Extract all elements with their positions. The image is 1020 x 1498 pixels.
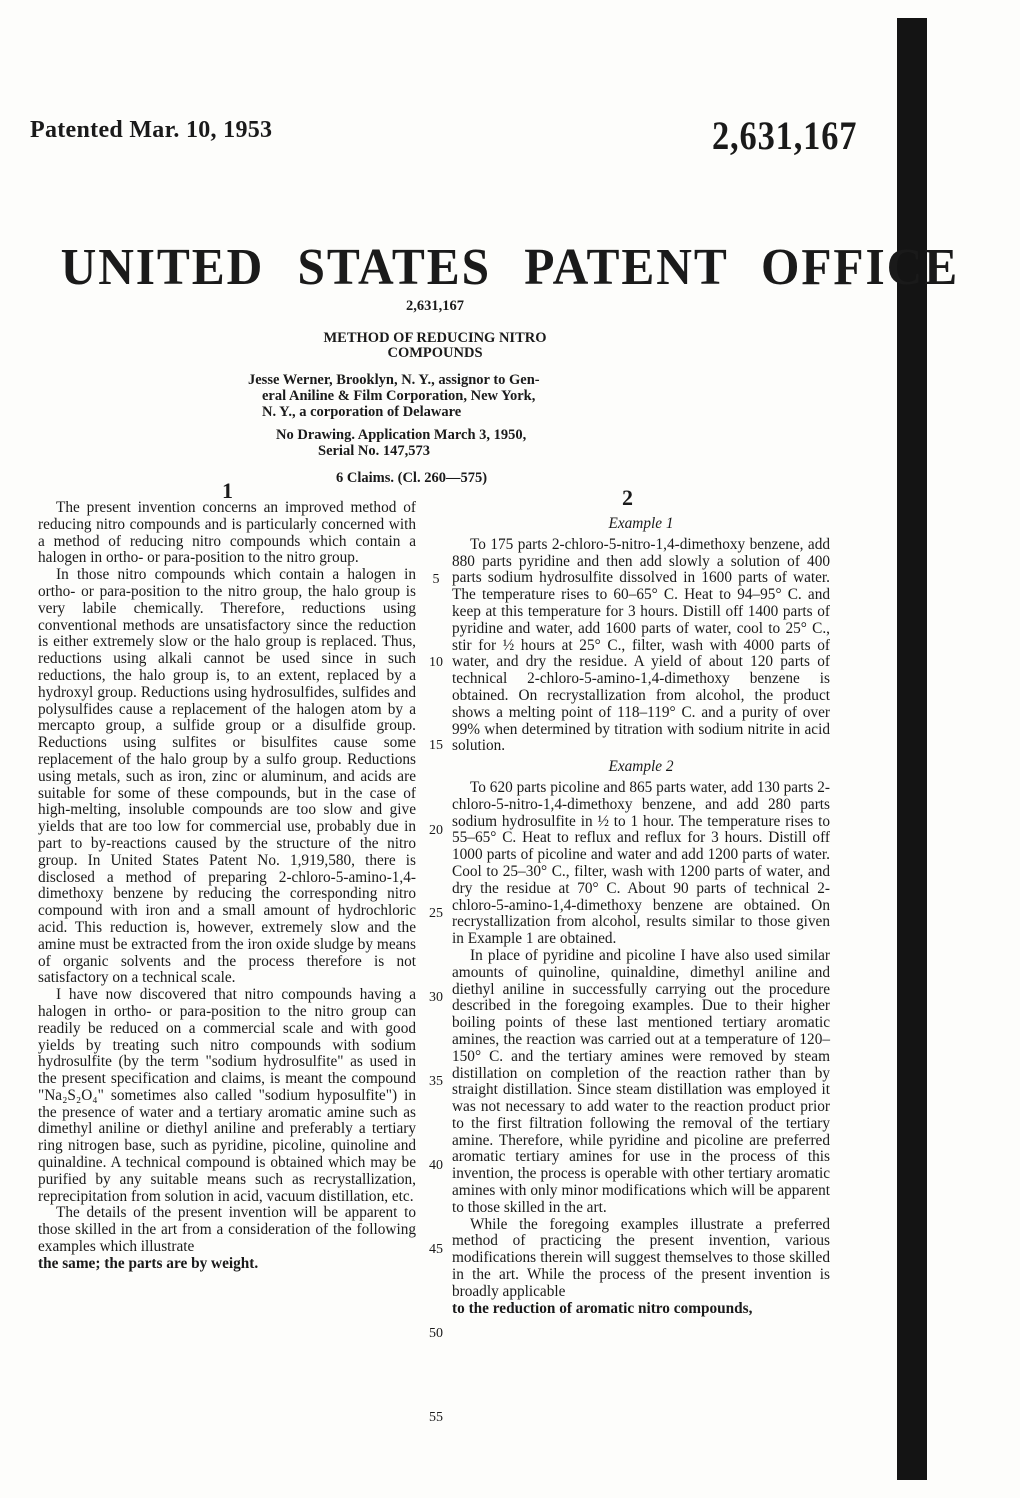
- left-paragraph-1: The present invention concerns an improved method of reducing nitro compounds and is particularly concerned with a method of reducing nitro compounds which contain a halogen in ortho- or para-position to the nitro group.: [38, 499, 416, 567]
- line-number: 40: [429, 1158, 443, 1173]
- application-line1: No Drawing. Application March 3, 1950,: [276, 427, 527, 443]
- line-number: 10: [429, 655, 443, 670]
- line-number: 55: [429, 1410, 443, 1425]
- right-paragraph-4-end: to the reduction of aromatic nitro compounds,: [452, 1299, 753, 1317]
- left-column: [38, 500, 416, 1273]
- left-paragraph-4: The details of the present invention will be apparent to those skilled in the art from a consideration of the following examples which illustrate: [38, 1204, 416, 1256]
- patented-date: Patented Mar. 10, 1953: [30, 117, 273, 143]
- example-1-heading: Example 1: [608, 515, 674, 532]
- inventor-line1: Jesse Werner, Brooklyn, N. Y., assignor to Gen-: [248, 372, 540, 388]
- front-number: 2,631,167: [406, 298, 464, 314]
- right-paragraph-4: While the foregoing examples illustrate a preferred method of practicing the present invention, various modifications therein will suggest themselves to those skilled in the art. While the process of the present invention is broadly applicable: [452, 1215, 830, 1300]
- right-paragraph-3: In place of pyridine and picoline I have also used similar amounts of quinoline, quinaldine, dimethyl aniline and diethyl aniline in successfully carrying out the procedure described in the foregoing examples. Due to their higher boiling points of these last mentioned tertiary aromatic amines, the reaction was carried out at a temperature of 120–150° C. and the tertiary amines were removed by steam distillation on completion of the reaction rather than by straight distillation. Since steam distillation was employed it was not necessary to add water to the reaction product prior to the first filtration following the removal of the tertiary amine. Therefore, while pyridine and picoline are preferred aromatic tertiary amines for use in the process of this invention, the process is operable with other tertiary aromatic amines with only minor modifications which will be apparent to those skilled in the art.: [452, 946, 830, 1216]
- line-number: 35: [429, 1074, 443, 1089]
- line-number: 20: [429, 823, 443, 838]
- right-column: [452, 512, 830, 1317]
- example-2-heading: Example 2: [608, 758, 674, 776]
- inventor-line2: eral Aniline & Film Corporation, New York,: [262, 388, 536, 404]
- title-line1: METHOD OF REDUCING NITRO: [323, 330, 547, 346]
- title-line2: COMPOUNDS: [387, 345, 483, 361]
- example-1-text: To 175 parts 2-chloro-5-nitro-1,4-dimethoxy benzene, add 880 parts pyridine and then add slowly a solution of 400 parts sodium hydrosulfite dissolved in 1600 parts of water. The temperature rises to 60–65° C. Heat to 94–95° C. and keep at this temperature for 3 hours. Distill off 1400 parts of pyridine and water, add 1600 parts of water, cool to 25° C., stir for ½ hours at 25° C., filter, wash with 4000 parts of water, and dry the residue. A yield of about 120 parts of technical 2-chloro-5-amino-1,4-dimethoxy benzene is obtained. On recrystallization from alcohol, the product shows a melting point of 118–119° C. and a purity of over 99% when determined by titration with sodium nitrite in acid solution.: [452, 535, 830, 755]
- application-line2: Serial No. 147,573: [318, 443, 430, 459]
- claims-line: 6 Claims. (Cl. 260—575): [336, 470, 488, 486]
- line-number: 45: [429, 1242, 443, 1257]
- office-title: UNITED STATES PATENT OFFICE: [60, 239, 960, 296]
- line-number: 15: [429, 738, 443, 753]
- column-number-left: 1: [222, 478, 233, 503]
- line-number: 25: [429, 906, 443, 921]
- example-2-text: To 620 parts picoline and 865 parts water, add 130 parts 2-chloro-5-nitro-1,4-dimethoxy benzene, and add 280 parts sodium hydrosulfite in ½ to 1 hour. The temperature rises to 55–65° C. Heat to reflux and reflux for 3 hours. Distill off 1000 parts of picoline and water and add 1200 parts of water. Cool to 25–30° C., filter, wash with 1200 parts of water, and dry the residue at 70° C. About 90 parts of technical 2-chloro-5-amino-1,4-dimethoxy benzene are obtained. On recrystallization from alcohol, results similar to those given in Example 1 are obtained.: [452, 778, 830, 948]
- left-paragraph-2: In those nitro compounds which contain a halogen in ortho- or para-position to the nitro group, the halo group is very labile chemically. Therefore, reductions using conventional methods are unsatisfactory since the reduction is either extremely slow or the halo group is replaced. Thus, reductions using alkali cannot be used since in such reductions, the halo group is, to an extent, replaced by a hydroxyl group. Reductions using hydrosulfides, sulfides and polysulfides cause a replacement of the halogen atom by a mercapto group, a sulfide group or a disulfide group. Reductions using sulfites or bisulfites cause some replacement of the halo group by a sulfo group. Reductions using metals, such as iron, zinc or aluminum, and acids are suitable for some of these compounds, but in the case of high-melting, insoluble compounds are too slow and give yields that are too low for commercial use, probably due in part to by-reactions caused by the structure of the nitro group. In United States Patent No. 1,919,580, there is disclosed a method of preparing 2-chloro-5-amino-1,4-dimethoxy benzene by reducing the corresponding nitro compound with iron and a small amount of hydrochloric acid. This reduction is, however, extremely slow and the amine must be extracted from the iron oxide sludge by means of organic solvents and the process therefore is not satisfactory on a technical scale.: [38, 566, 416, 987]
- patent-number: 2,631,167: [712, 113, 858, 158]
- inventor-line3: N. Y., a corporation of Delaware: [262, 404, 462, 420]
- column-number-right: 2: [622, 485, 633, 510]
- left-paragraph-4-end: the same; the parts are by weight.: [38, 1254, 259, 1272]
- line-number: 5: [432, 572, 440, 587]
- line-number: 30: [429, 990, 443, 1005]
- left-paragraph-3: I have now discovered that nitro compounds having a halogen in ortho- or para-position to the nitro group can readily be reduced on a commercial scale and with good yields by treating such nitro compounds with sodium hydrosulfite (by the term "sodium hydrosulfite" as used in the present specification and claims, is meant the compound "Na₂S₂O₄" sometimes also called "sodium hyposulfite") in the presence of water and a tertiary aromatic amine such as dimethyl aniline or diethyl aniline and preferably a tertiary ring nitrogen base, such as pyridine, picoline, quinoline and quinaldine. A technical compound is obtained which may be purified by any suitable means such as recrystallization, reprecipitation from solution in acid, vacuum distillation, etc.: [38, 986, 416, 1205]
- line-number: 50: [429, 1326, 443, 1341]
